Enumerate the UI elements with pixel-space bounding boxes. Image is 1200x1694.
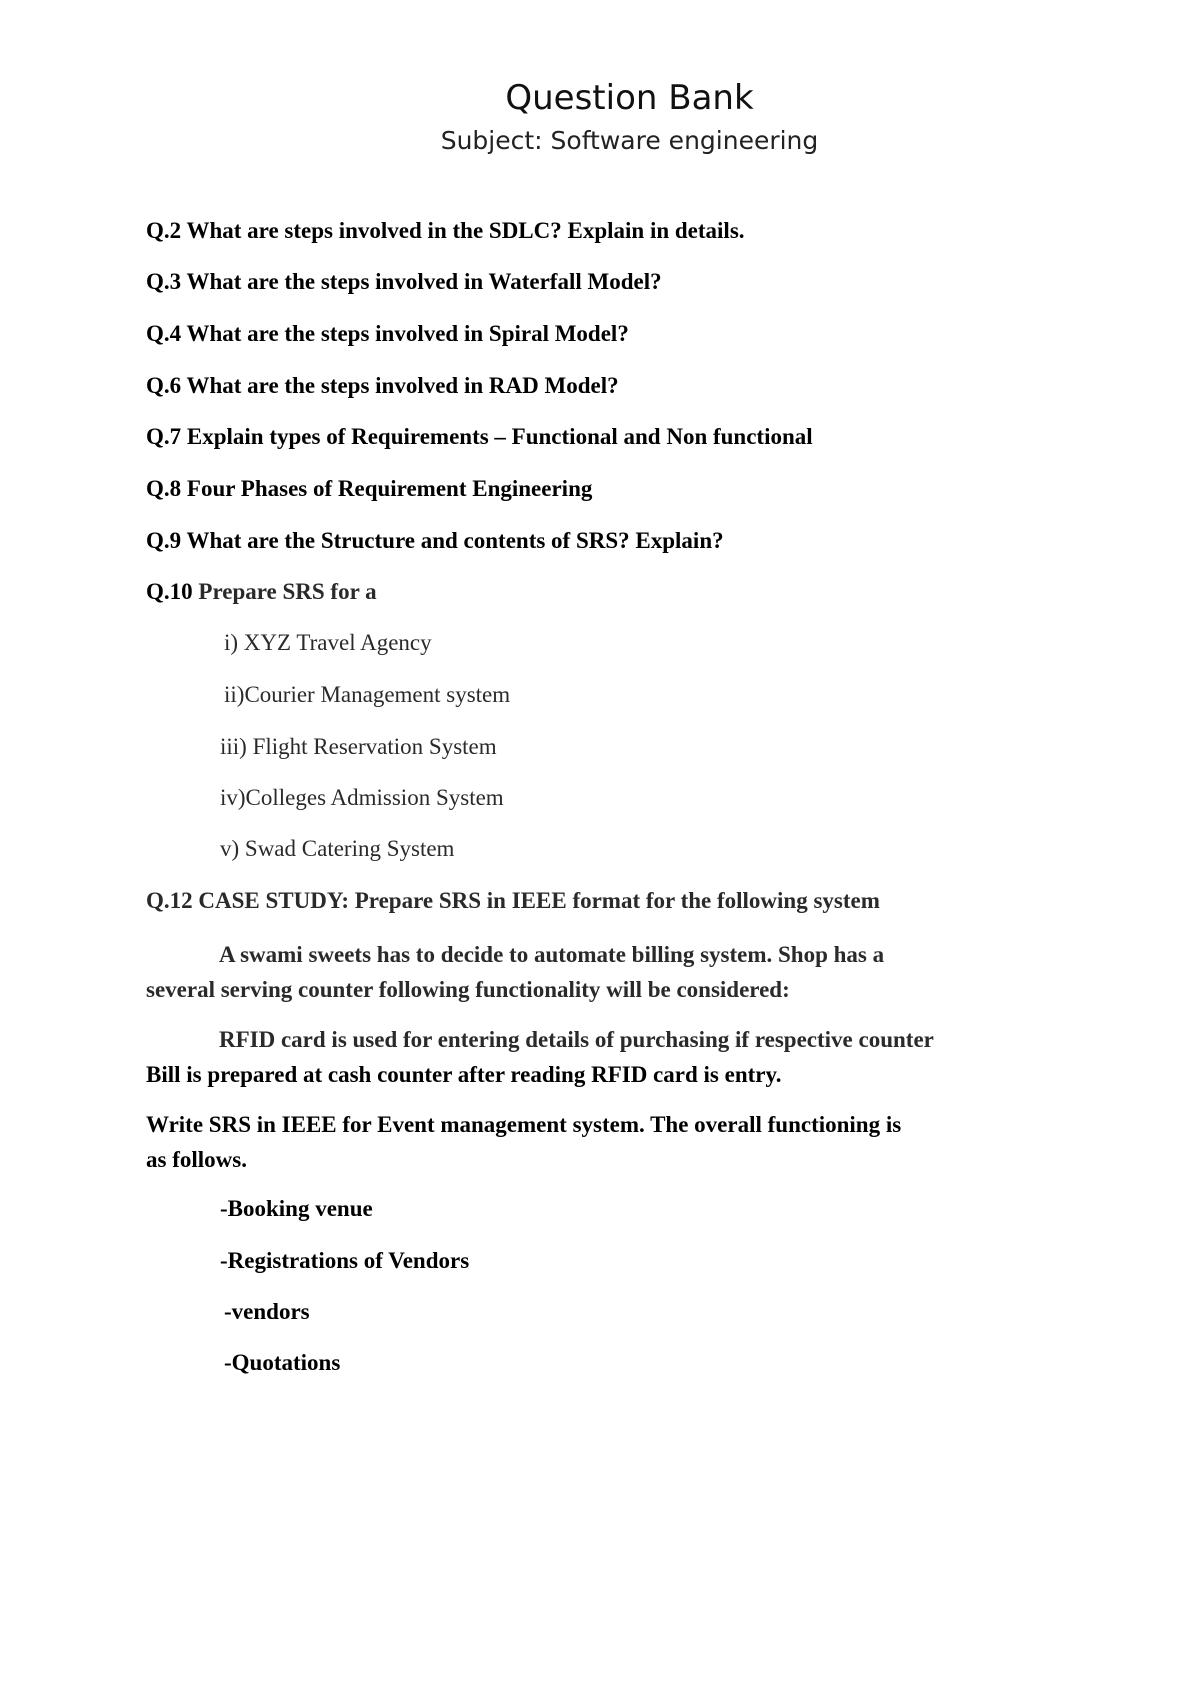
- event-item-3: -vendors: [224, 1299, 310, 1324]
- question-10: [146, 577, 377, 607]
- question-6: Q.6 What are the steps involved in RAD Model?: [146, 373, 619, 398]
- event-management-line-1: Write SRS in IEEE for Event management system. The overall functioning is: [146, 1112, 902, 1137]
- q10-item-5: v) Swad Catering System: [220, 836, 455, 861]
- question-10-text: Prepare SRS for a: [192, 579, 377, 604]
- event-management-line-2: as follows.: [146, 1147, 247, 1172]
- case-study-paragraph-1-line-2: several serving counter following functionality will be considered:: [146, 977, 790, 1002]
- case-study-paragraph-2-line-2: Bill is prepared at cash counter after reading RFID card is entry.: [146, 1062, 782, 1087]
- question-7: Q.7 Explain types of Requirements – Functional and Non functional: [146, 424, 813, 449]
- page-subtitle: Subject: Software engineering: [440, 126, 819, 155]
- q10-item-3: iii) Flight Reservation System: [220, 734, 497, 759]
- question-12: Q.12 CASE STUDY: Prepare SRS in IEEE format for the following system: [146, 888, 880, 913]
- question-10-number: Q.10: [146, 579, 193, 604]
- case-study-paragraph-2-line-1: RFID card is used for entering details of purchasing if respective counter: [219, 1027, 934, 1052]
- question-2: Q.2 What are steps involved in the SDLC? Explain in details.: [146, 218, 745, 243]
- question-8: Q.8 Four Phases of Requirement Engineering: [146, 476, 593, 501]
- page-title: Question Bank: [505, 78, 754, 118]
- question-4: Q.4 What are the steps involved in Spiral Model?: [146, 321, 629, 346]
- event-item-1: -Booking venue: [220, 1196, 373, 1221]
- event-management-paragraph: [146, 1107, 1116, 1177]
- q10-item-1: i) XYZ Travel Agency: [224, 630, 432, 655]
- question-9: Q.9 What are the Structure and contents of SRS? Explain?: [146, 528, 724, 553]
- event-item-2: -Registrations of Vendors: [220, 1248, 470, 1273]
- case-study-paragraph-1: [146, 937, 1116, 1007]
- question-3: Q.3 What are the steps involved in Waterfall Model?: [146, 269, 662, 294]
- event-item-4: -Quotations: [224, 1350, 341, 1375]
- case-study-paragraph-1-line-1: A swami sweets has to decide to automate billing system. Shop has a: [219, 942, 885, 967]
- q10-item-2: ii)Courier Management system: [224, 682, 511, 707]
- case-study-paragraph-2: [146, 1022, 1116, 1092]
- q10-item-4: iv)Colleges Admission System: [220, 785, 504, 810]
